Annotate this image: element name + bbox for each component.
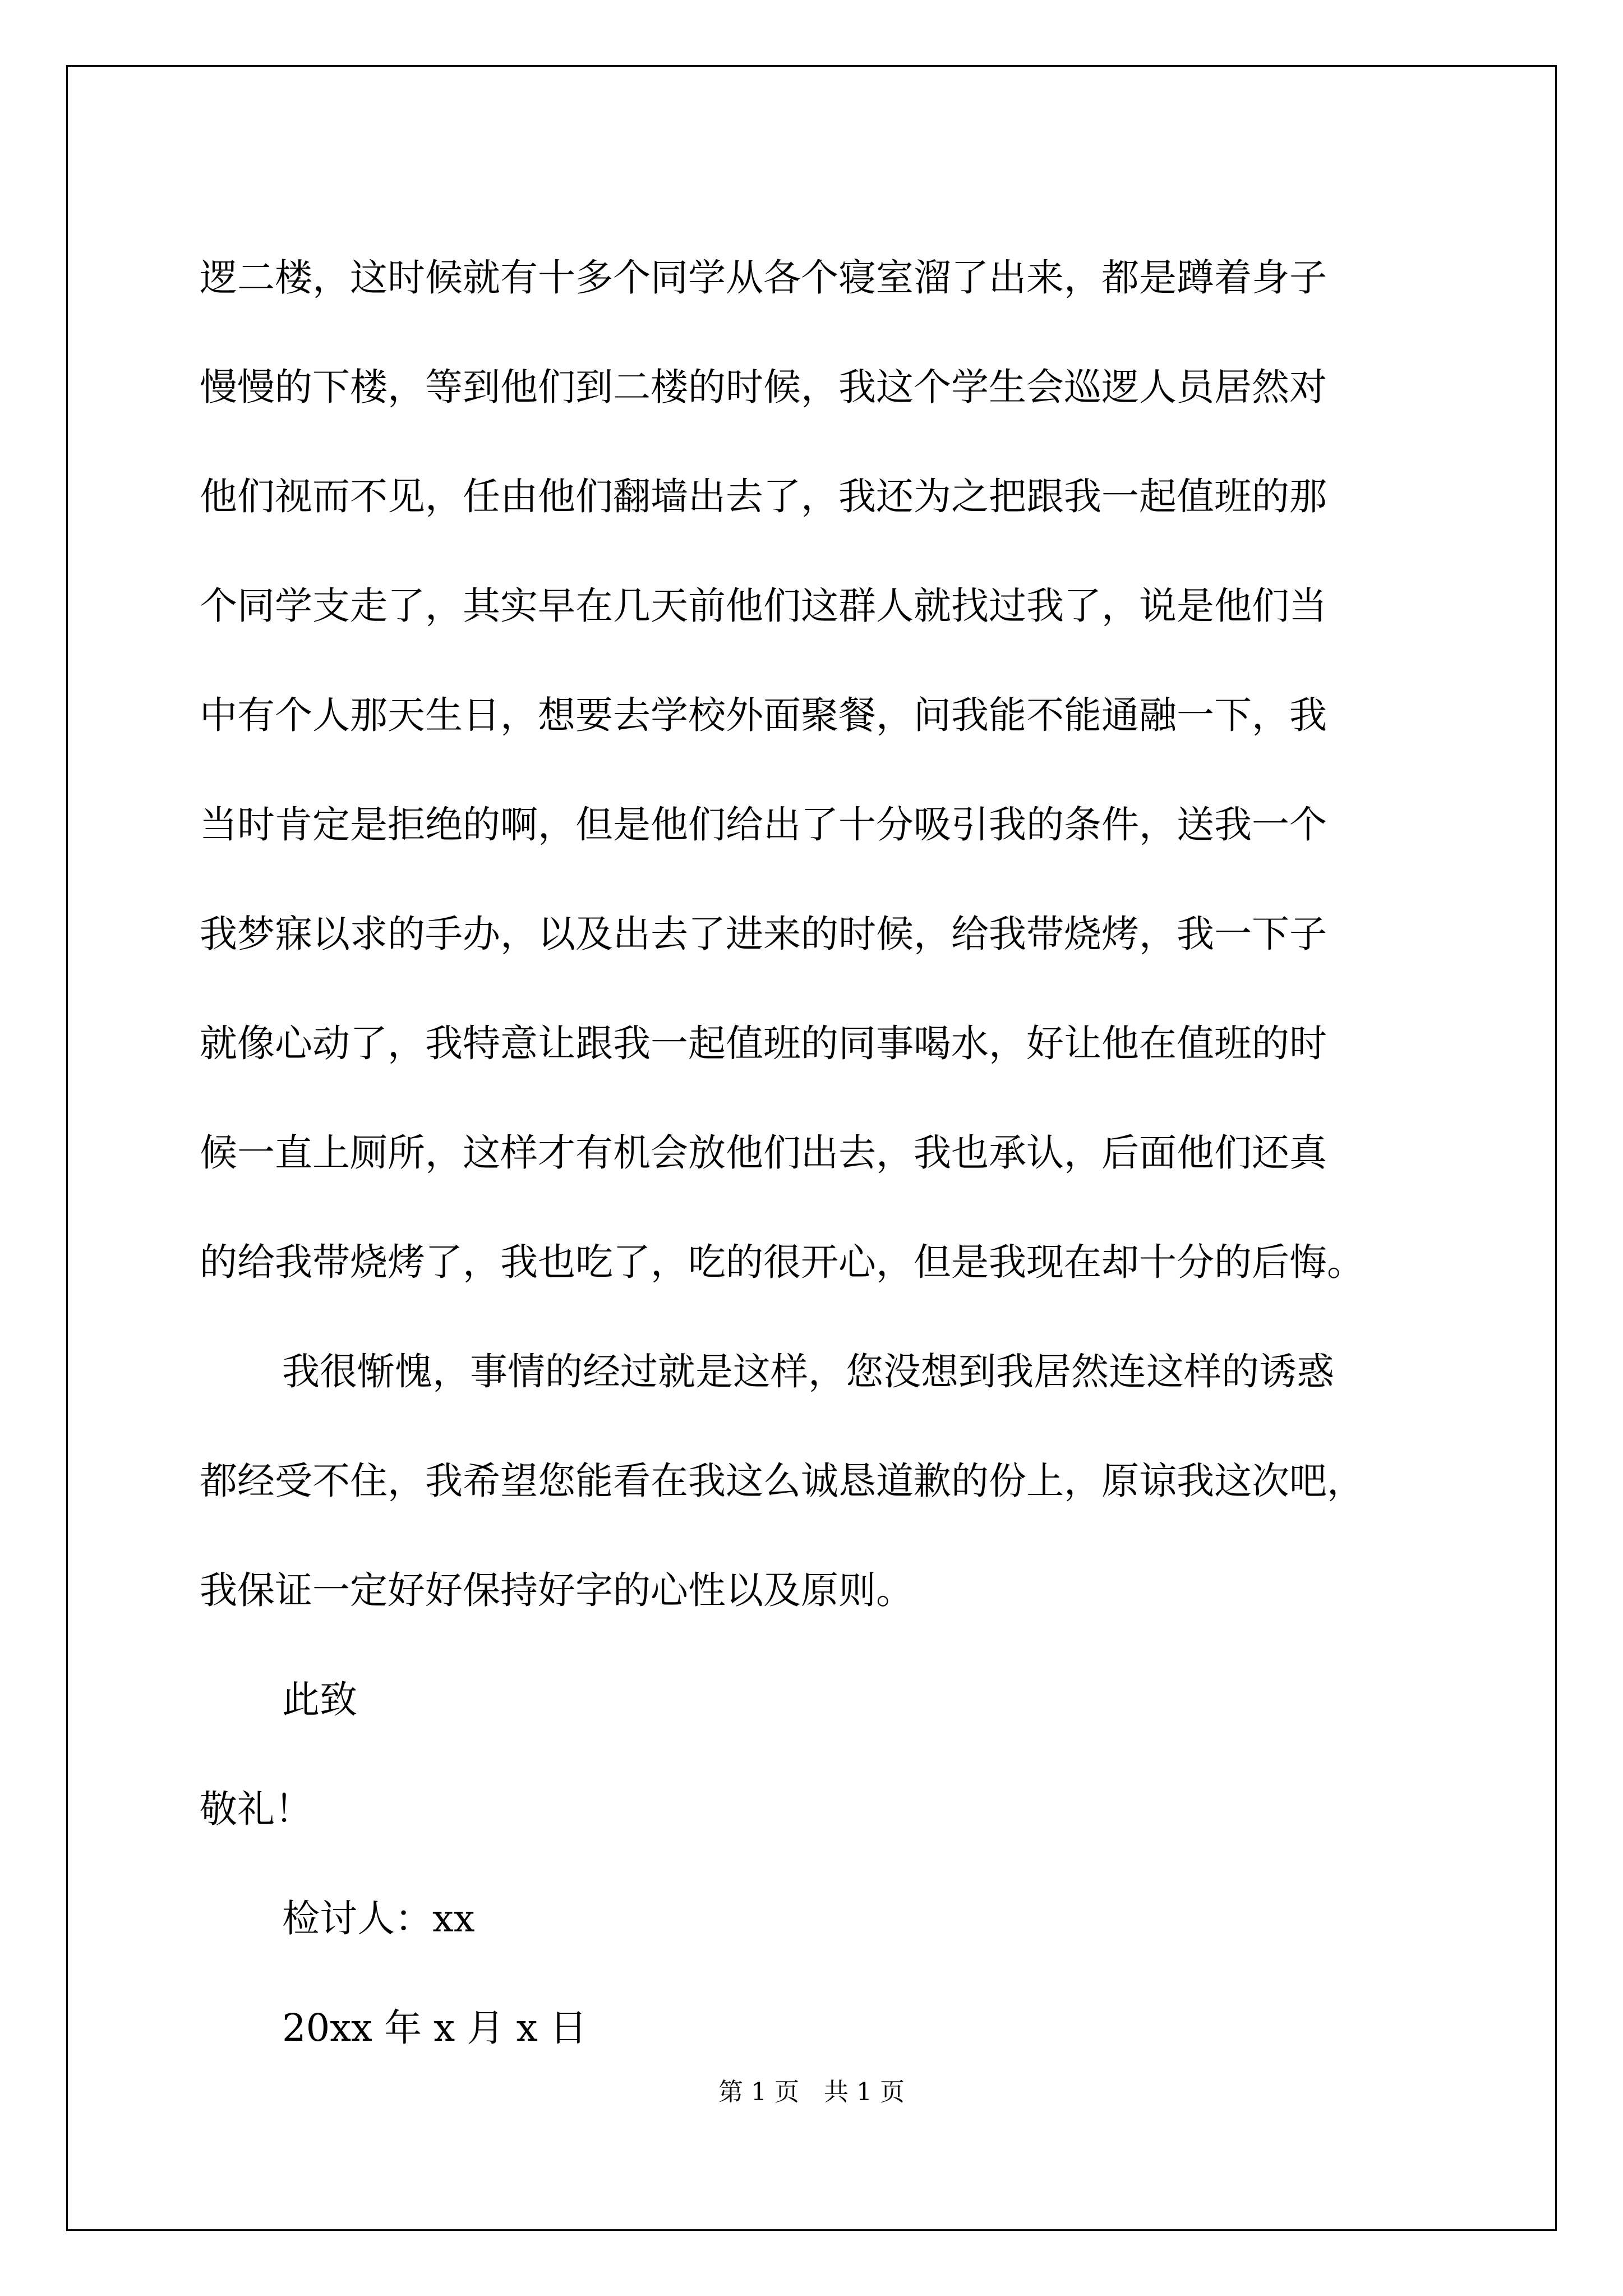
- paragraph-line: 慢慢的下楼，等到他们到二楼的时候，我这个学生会巡逻人员居然对: [200, 365, 1327, 409]
- paragraph-line: 都经受不住，我希望您能看在我这么诚恳道歉的份上，原谅我这次吧，: [200, 1459, 1364, 1503]
- closing-respect: 敬礼！: [200, 1787, 312, 1831]
- paragraph-line: 当时肯定是拒绝的啊，但是他们给出了十分吸引我的条件，送我一个: [200, 803, 1327, 846]
- page-footer: 第 1 页 共 1 页: [718, 2078, 905, 2106]
- paragraph-line: 逻二楼，这时候就有十多个同学从各个寝室溜了出来，都是蹲着身子: [200, 256, 1327, 300]
- paragraph-line: 我保证一定好好保持好字的心性以及原则。: [200, 1568, 914, 1612]
- paragraph-line: 就像心动了，我特意让跟我一起值班的同事喝水，好让他在值班的时: [200, 1022, 1327, 1065]
- paragraph-line: 我很惭愧，事情的经过就是这样，您没想到我居然连这样的诱惑: [282, 1350, 1334, 1393]
- paragraph-line: 他们视而不见，任由他们翻墙出去了，我还为之把跟我一起值班的那: [200, 475, 1327, 518]
- document-body: [200, 223, 1433, 2083]
- paragraph-line: 中有个人那天生日，想要去学校外面聚餐，问我能不能通融一下，我: [200, 693, 1327, 737]
- paragraph-line: 的给我带烧烤了，我也吃了，吃的很开心，但是我现在却十分的后悔。: [200, 1240, 1364, 1284]
- date-line: 20xx 年 x 月 x 日: [282, 2006, 587, 2050]
- signature-line: 检讨人：xx: [282, 1897, 475, 1940]
- paragraph-line: 我梦寐以求的手办，以及出去了进来的时候，给我带烧烤，我一下子: [200, 912, 1327, 956]
- paragraph-line: 个同学支走了，其实早在几天前他们这群人就找过我了，说是他们当: [200, 584, 1327, 628]
- paragraph-line: 候一直上厕所，这样才有机会放他们出去，我也承认，后面他们还真: [200, 1131, 1327, 1175]
- closing-salutation: 此致: [282, 1678, 357, 1722]
